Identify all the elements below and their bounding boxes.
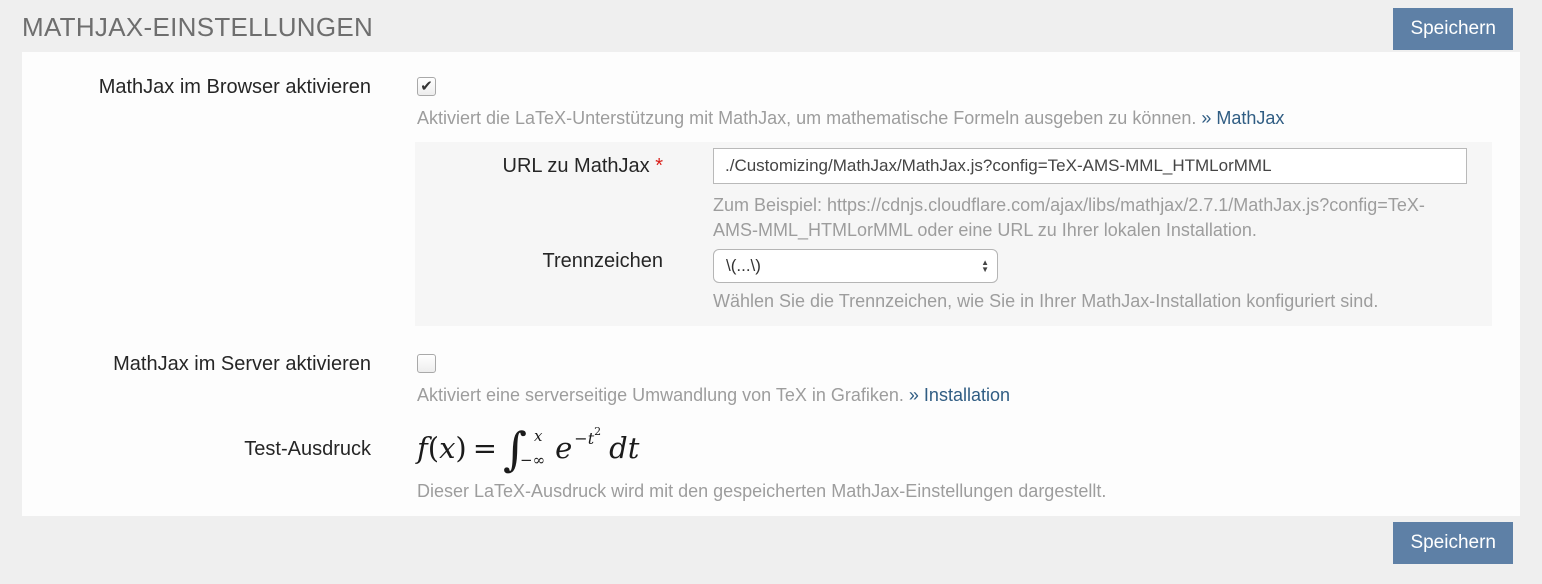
mathjax-subpanel	[415, 142, 1492, 326]
server-enable-label: MathJax im Server aktivieren	[113, 352, 371, 375]
select-stepper-icon: ▲ ▼	[981, 257, 989, 274]
delimiter-label: Trennzeichen	[542, 249, 663, 272]
mathjax-settings-form	[22, 52, 1520, 516]
url-label: URL zu MathJax *	[502, 154, 663, 177]
page-header	[0, 0, 1542, 52]
formula-exponent: −t 2	[574, 424, 602, 448]
test-expression-label: Test-Ausdruck	[244, 438, 371, 460]
delimiter-select-value: \(...\)	[726, 255, 761, 275]
url-row	[415, 148, 1492, 243]
save-button-bottom[interactable]: Speichern	[1393, 522, 1513, 564]
mathjax-link[interactable]: » MathJax	[1201, 107, 1285, 128]
required-asterisk: *	[655, 154, 663, 177]
url-help-text: Zum Beispiel: https://cdnjs.cloudflare.com/ajax/libs/mathjax/2.7.1/MathJax.js?​config=TeX-AMS-MML_HTMLorMML oder eine URL zu Ihrer lokalen Installation.	[713, 194, 1425, 240]
delimiter-select[interactable]	[713, 249, 998, 283]
installation-link[interactable]: » Installation	[908, 385, 1010, 405]
browser-enable-label: MathJax im Browser aktivieren	[98, 76, 371, 98]
formula-func: f	[417, 431, 428, 465]
browser-enable-row	[22, 76, 1520, 326]
delimiter-row	[415, 243, 1492, 314]
integral-limits: x −∞	[520, 427, 546, 469]
server-enable-row	[22, 353, 1520, 409]
test-help-text: Dieser LaTeX-Ausdruck wird mit den gespeicherten MathJax-Einstellungen dargestellt.	[417, 481, 1107, 501]
save-button-top[interactable]: Speichern	[1393, 8, 1513, 50]
delimiter-help-text: Wählen Sie die Trennzeichen, wie Sie in Ihrer MathJax-Installation konfiguriert sind.	[713, 290, 1379, 311]
browser-enable-checkbox[interactable]	[417, 77, 436, 96]
url-input[interactable]	[713, 148, 1467, 184]
browser-help-text: Aktiviert die LaTeX-Unterstützung mit MathJax, um mathematische Formeln ausgeben zu können. » MathJax	[417, 107, 1285, 128]
page-footer	[0, 516, 1542, 564]
page-title: MATHJAX-EINSTELLUNGEN	[22, 12, 374, 42]
math-formula: f ( x ) = ∫ x −∞ e −t 2 dt	[417, 422, 640, 476]
checkmark-icon: ✔	[420, 77, 433, 95]
server-help-text: Aktiviert eine serverseitige Umwandlung von TeX in Grafiken. » Installation	[417, 385, 1010, 405]
test-expression-row	[22, 422, 1520, 504]
integral-symbol: ∫	[503, 422, 528, 476]
server-enable-checkbox[interactable]	[417, 354, 436, 373]
